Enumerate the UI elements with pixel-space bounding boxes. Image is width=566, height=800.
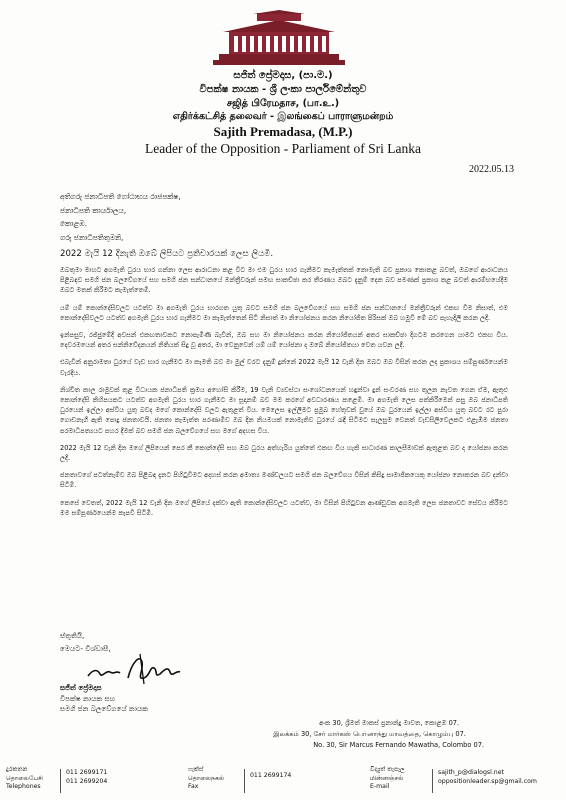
- recipient-line: අතිගරු ජනාධිපති ගෝඨාභය රාජපක්ෂ,: [60, 192, 181, 201]
- email-value[interactable]: sajith_p@dialogsl.net: [438, 769, 504, 776]
- recipient-line: කොළඹ.: [60, 219, 87, 228]
- signer-block: [60, 683, 148, 715]
- letter-subject: 2022 මැයි 12 දිනැති ඔබේ ලිපියට ප්‍රතිචාරයක් ලෙස ලියමි.: [60, 249, 274, 259]
- recipient-address: [60, 190, 181, 231]
- telephone-label-english: Telephones: [6, 783, 41, 790]
- telephone-label-tamil: தொலைபேசி: [6, 774, 43, 782]
- fax-value: 011 2699174: [250, 772, 292, 779]
- letter-date: 2022.05.13: [469, 164, 514, 175]
- closing-regards: මෙයට- විශ්වාසී,: [60, 644, 111, 653]
- header-name-tamil: சஜித் பிரேமதாச, (பா.உ.): [226, 98, 340, 109]
- footer-address-sinhala: අංක 30, ශ්‍රීමත් මාකස් ප්‍රනාන්දු මාවත, කොළඹ 07.: [319, 719, 460, 727]
- signer-name: සජිත් ප්‍රේමදාස: [60, 683, 102, 692]
- header-title-english: Leader of the Opposition - Parliament of Sri Lanka: [145, 141, 421, 156]
- telephone-value: 011 2699204: [66, 777, 108, 785]
- footer-address-tamil: இலக்கம் 30, சேர் மார்கஸ் பொ்னாந்து மாவத்தை, கொழும்பு 07.: [273, 730, 466, 738]
- parliament-emblem-icon: [209, 10, 349, 66]
- telephone-value: 011 2699171: [66, 769, 108, 776]
- fax-label-tamil: தொலைநகல்: [188, 774, 225, 782]
- telephone-label-sinhala: දුරකතන: [6, 766, 28, 773]
- header-name-sinhala: සජිත් ප්‍රේමදාස, (පා.ම.): [233, 70, 333, 81]
- email-values: [438, 769, 537, 786]
- header-title-tamil: எதிர்க்கட்சித் தலைவர் - இலங்கைப் பாராளுமன்றம்: [172, 111, 394, 122]
- divider: [244, 769, 245, 793]
- body-paragraph: 2022 මැයි 12 වැනි දින මගේ ලිපියෙන් පෙර කී කොන්දේසි සහ ඔබ ධුරය අත්හැරිය යුත්තේ එකඟ විය හැකි සාධාරණ කාලසීමාවක් ඇතුළත බව ද යෝජනා කරන ලදී.: [60, 443, 508, 463]
- email-label-english: E-mail: [370, 783, 390, 790]
- fax-label-english: Fax: [188, 783, 199, 790]
- signer-title: සමගි ජන බලවේගයේ නායක: [60, 704, 149, 713]
- email-label-sinhala: විද්‍යුත් තැපෑල: [370, 766, 405, 773]
- body-paragraph: ඉන්පසුව, රජ්ජුමේදී අවසන් එකඟතාවකට නොපැමිණි බැවින්, ඔබ සහ මා නියෝජනය කරන නියෝජිතයන් අතර සාකච්ඡා දිගටම කරගෙන යාමට එකඟ විය. දෙවරමයෙන් අතර සන්නිවේදනයන් නිතියක් සිදු වූ අතර, මා වෙනුවෙන් යම් යම් යෝජනා ද ඔබේ නියෝජිතයා වෙත යවන ලදී.: [60, 331, 508, 350]
- letter-body: [60, 265, 508, 525]
- fax-labels: [188, 766, 240, 792]
- divider: [60, 769, 61, 793]
- body-paragraph: එබැවින් අනුරාමතා ධුරයේ වැඩ භාර ගැනීමට මා කැමති බව මා මුල් වරට දැනුම් දුන්නේ 2022 මැයි 12 වැනි දින ඔබට ඔබ විසින් කරන ලද ප්‍රකාශය සම්පූර්ණයෙන්ම වැරදිය.: [60, 358, 508, 377]
- header-name-english: Sajith Premadasa, (M.P.): [213, 124, 353, 139]
- handwritten-signature: [84, 648, 214, 688]
- body-paragraph: නිශ්චිත කාල රාමුවක් තුළ විධායක ජනාධිපති ක්‍රමය අහෝසි කිරීම, 19 වැනි ව්‍යවස්ථා සංශෝධනයෙන් හඳුන්වා දුන් සංවරණ සහ තුලන නැවත ගෙන ඒම, ඇතුළු කොන්දේසි කිහිපයකට යටත්ව අගමැති ධුරය භාර ගැනීමට මා සූදානම් බව මම කරගේ අවධාරණය කළෙමි. මා අගමැති ලෙස පත්කිරීමෙන් පසු ඔබ ජනාධිපති ධුරයෙන් ඉල්ලා අස්විය යුතු බවද මගේ කොන්දේසි වලට ඇතුළත් විය. මෙලෙස ඉල්ලීමට ප්‍රමුඛ හේතුවක් වුයේ ඔබ ධුරයෙන් ඉල්ලා අස්විය යුතු බවට රට පුරා ගොඩනැගී ඇති පොදු ජනතාවයි. ජනතා කැමැත්ත පරණාමිව ඔබ දින නියමයක් නොමැතිව ධුරයේ රැඳී සිටීමට සැලසුම වෙනත් වැඩසිලිවෙලකට එළැඹීම ජනතා පරමාධිපත්‍යයට පහර දීමක් බව සමගි ජන බලවේගයේ සහ මගේ අදහස විය.: [60, 385, 508, 435]
- signer-title: විපක්ෂ නායක සහ: [60, 693, 116, 703]
- body-paragraph: ඔබතුමා මාහට අගමැති ධුරය භාර ගන්නා ලෙස ආරාධනා කළ විට මා එම ධුරය භාර ගැනීමට කැමැත්තක් නොමැති බව ප්‍රකාශ කොකළ බවත්, ඔබගේ ආරාධනය පිළිබඳව සමගි ජන බලවේගයේ සහ සමගි ජන සන්ධානයේ මන්ත්‍රීවරුන් සමඟ සාකච්ඡා කර තීරණය ඔබට දැනුම් දෙන බව පමණක් ප්‍රකාශ කළ බවත් ආරම්භයේදීම ඔබට මතක් කිරීමට කැමැත්තෙමි.: [60, 266, 508, 295]
- closing-thanks: ස්තූතියි,: [60, 631, 85, 640]
- footer-address-english: No. 30, Sir Marcus Fernando Mawatha, Colombo 07.: [313, 741, 484, 749]
- telephone-values: [66, 769, 107, 786]
- email-label-tamil: மின்னஞ்சல்: [370, 774, 404, 782]
- body-paragraph: යම් යම් කොන්දේසිවලට යටත්ව මා අගමැති ධුරය භාරගත යුතු බවට සමගි ජන බලවේගයේ සහ සමගි ජන සන්ධානයේ මන්ත්‍රීවරුන් එකඟ වීම නිසාත්, එම කොන්දේසිවලට යටත්ව අගමැති ධුරය භාර ගැනීමට මා කැමැත්තෙන් සිටි නිසාත් මා නියෝජනය කරන නියෝජිත පිරිසක් ඔබ හමුවී මේ බව පැහැදිලි කරන ලදී.: [60, 303, 508, 322]
- footer-address: [273, 718, 484, 751]
- fax-label-sinhala: ෆැක්ස්: [188, 766, 204, 773]
- header-title-sinhala: විපක්ෂ නායක - ශ්‍රී ලංකා පාර්ලිමේන්තුව: [199, 84, 367, 95]
- body-paragraph: කෙසේ වෙතත්, 2022 මැයි 12 වැනි දින මගේ ලිපියේ දක්වා ඇති කොන්දේසිවලට යටත්ව, මා විසින් පිහිටුවන ආණ්ඩුවක අගමැති ලෙස ජනතාවට සේවය කිරීමට මම සම්පූර්ණයෙන්ම කැපවී සිටිමි.: [60, 498, 508, 517]
- divider: [432, 769, 433, 793]
- body-paragraph: ජනතාවගේ පටත්නැම්ව ඔබ පිළිබඳ දැනට පිහිටුවීමට අදහස් කරන අමාත්‍ය මණ්ඩලයට සමගි ජන බලවේගය විසින් කිසිදු සාමාජිකයෙකු යෝජනා නොකරන බව දන්වා සිටිමි.: [60, 471, 508, 490]
- email-labels: [370, 766, 430, 792]
- recipient-line: ජනාධිපති කාර්යාලය,: [60, 205, 127, 215]
- email-value[interactable]: oppositionleader.sp@gmail.com: [438, 777, 537, 785]
- salutation: ගරු ජනාධිපතිතුමනි,: [60, 233, 124, 242]
- telephone-labels: [6, 766, 58, 792]
